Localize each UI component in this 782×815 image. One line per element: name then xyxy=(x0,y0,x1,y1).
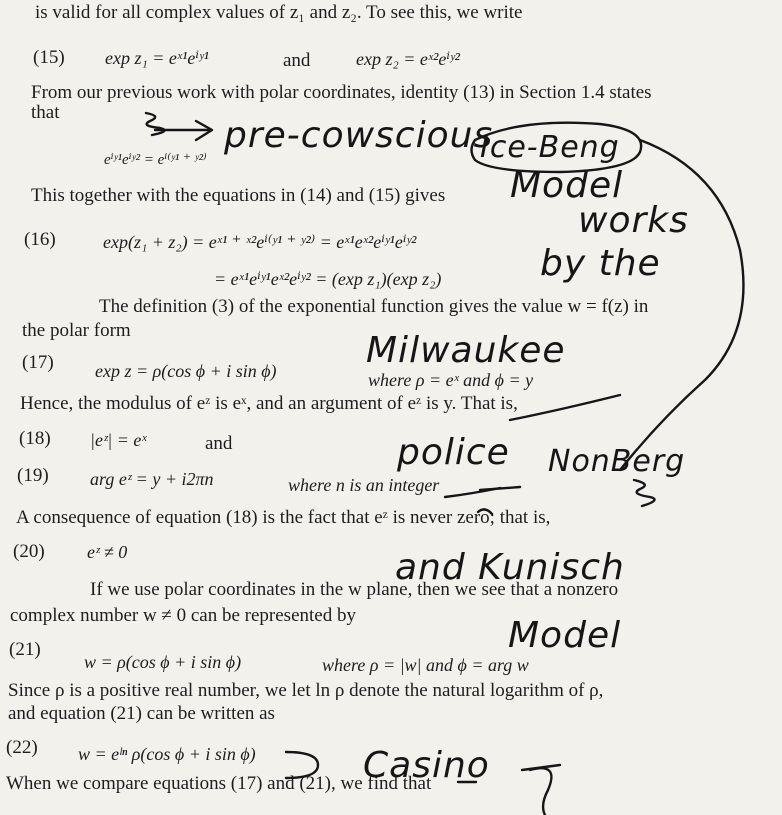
equation-number-22: (22) xyxy=(6,737,38,758)
integer-underline xyxy=(445,488,500,497)
handwritten-note-casino: Casino xyxy=(363,745,490,786)
body-line-4: This together with the equations in (14) and (15) gives xyxy=(31,185,446,206)
handwritten-note-works: works xyxy=(578,200,689,241)
equation-20: eᶻ ≠ 0 xyxy=(87,542,128,562)
handwritten-note-model-1: Model xyxy=(510,165,624,206)
handwritten-note-ice-berg: Ice-Beng xyxy=(480,130,620,165)
equation-number-15: (15) xyxy=(33,47,65,68)
equation-number-18: (18) xyxy=(19,428,51,449)
body-line-3: that xyxy=(31,102,60,123)
equation-19-left: arg eᶻ = y + i2πn xyxy=(90,469,214,489)
equation-16-line-1: exp(z₁ + z₂) = eˣ¹ ⁺ ˣ²eⁱ⁽ʸ¹ ⁺ ʸ²⁾ = eˣ¹eˣ²eⁱʸ¹eⁱʸ² xyxy=(103,232,417,252)
equation-22: w = eˡⁿ ρ(cos ϕ + i sin ϕ) xyxy=(78,744,256,764)
body-line-2: From our previous work with polar coordinates, identity (13) in Section 1.4 states xyxy=(31,82,652,103)
equation-21-left: w = ρ(cos ϕ + i sin ϕ) xyxy=(84,652,242,672)
body-line-9: If we use polar coordinates in the w plane, then we see that a nonzero xyxy=(90,579,619,600)
equation-17-left: exp z = ρ(cos ϕ + i sin ϕ) xyxy=(95,361,277,381)
equation-number-16: (16) xyxy=(24,229,56,250)
body-line-1: is valid for all complex values of z₁ and z₂. To see this, we write xyxy=(35,2,523,23)
body-line-8: A consequence of equation (18) is the fact that eᶻ is never zero; that is, xyxy=(16,507,551,528)
handwritten-note-non-berg: NonBerg xyxy=(548,444,686,479)
connector-line xyxy=(510,395,620,420)
handwritten-note-pre-conscious: pre-cowscious xyxy=(224,115,494,156)
equation-18-and: and xyxy=(205,433,233,454)
equation-22-bracket xyxy=(286,752,318,778)
equation-number-21: (21) xyxy=(9,639,41,660)
equation-17-right: where ρ = eˣ and ϕ = y xyxy=(368,370,534,390)
equation-15-and: and xyxy=(283,50,311,71)
body-line-5: The definition (3) of the exponential function gives the value w = f(z) in xyxy=(99,296,649,317)
handwritten-note-milwaukee: Milwaukee xyxy=(366,330,566,371)
identity-13-equation: eⁱʸ¹eⁱʸ² = eⁱ⁽ʸ¹ ⁺ ʸ²⁾ xyxy=(104,152,207,168)
equation-16-line-2: = eˣ¹eⁱʸ¹eˣ²eⁱʸ² = (exp z₁)(exp z₂) xyxy=(214,269,442,289)
body-line-6: the polar form xyxy=(22,320,131,341)
never-tick xyxy=(478,509,492,514)
body-line-11: Since ρ is a positive real number, we let ln ρ denote the natural logarithm of ρ, xyxy=(8,680,604,701)
equation-number-20: (20) xyxy=(13,541,45,562)
equation-15-right: exp z₂ = eˣ²eⁱʸ² xyxy=(356,49,460,69)
ice-berg-oval xyxy=(472,123,642,172)
squiggle-mark-1 xyxy=(146,113,165,135)
handwritten-note-and-kunisch: and Kunisch xyxy=(395,547,625,588)
casino-arrow xyxy=(530,768,551,815)
equation-21-right: where ρ = |w| and ϕ = arg w xyxy=(322,655,529,675)
body-line-7: Hence, the modulus of eᶻ is eˣ, and an argument of eᶻ is y. That is, xyxy=(20,393,518,414)
handwritten-note-model-2: Model xyxy=(508,615,622,656)
equation-19-right: where n is an integer xyxy=(288,475,440,495)
equation-15-left: exp z₁ = eˣ¹eⁱʸ¹ xyxy=(105,48,209,68)
squiggle-mark-2 xyxy=(634,480,655,506)
equation-number-17: (17) xyxy=(22,352,54,373)
long-connector-curve xyxy=(620,140,743,470)
handwritten-note-police: police xyxy=(397,432,510,473)
body-line-12: and equation (21) can be written as xyxy=(8,703,275,724)
body-line-10: complex number w ≠ 0 can be represented by xyxy=(10,605,356,626)
body-line-13: When we compare equations (17) and (21), we find that xyxy=(6,773,432,794)
equation-number-19: (19) xyxy=(17,465,49,486)
equation-18-left: |eᶻ| = eˣ xyxy=(90,430,147,450)
handwritten-note-by-the: by the xyxy=(540,243,661,284)
